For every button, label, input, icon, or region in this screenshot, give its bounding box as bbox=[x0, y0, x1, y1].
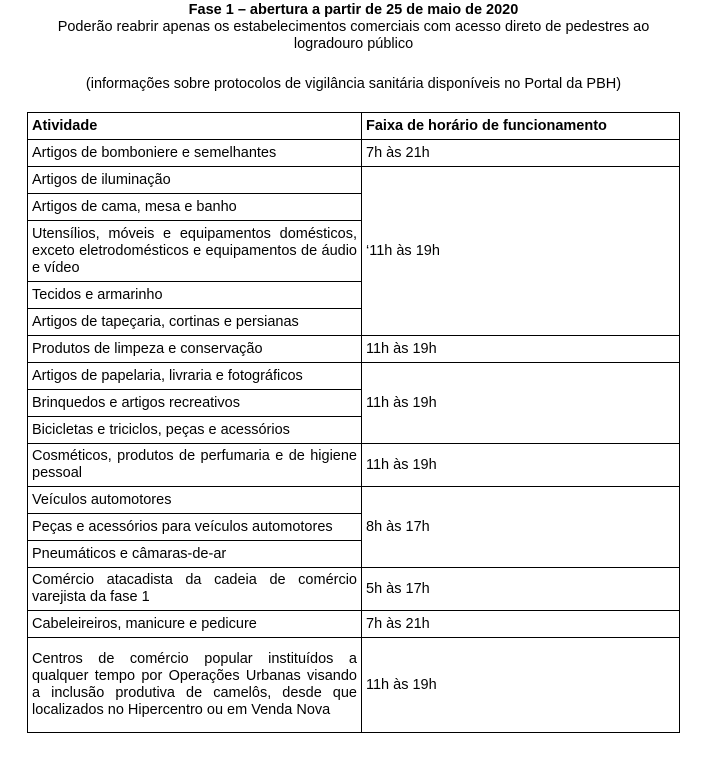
activity-cell: Cabeleireiros, manicure e pedicure bbox=[28, 611, 362, 638]
table-row bbox=[28, 167, 680, 194]
sanitary-note: (informações sobre protocolos de vigilância sanitária disponíveis no Portal da PBH) bbox=[85, 76, 622, 92]
table-row bbox=[28, 487, 680, 514]
activity-cell: Produtos de limpeza e conservação bbox=[28, 336, 362, 363]
hours-cell: 11h às 19h bbox=[362, 336, 680, 363]
hours-cell: 11h às 19h bbox=[362, 444, 680, 487]
table-row bbox=[28, 611, 680, 638]
activity-cell: Tecidos e armarinho bbox=[28, 282, 362, 309]
hours-cell: 5h às 17h bbox=[362, 568, 680, 611]
table-row bbox=[28, 336, 680, 363]
page-subtitle: Poderão reabrir apenas os estabelecimentos comerciais com acesso direto de pedestres ao logradouro público bbox=[57, 19, 650, 52]
activity-cell: Veículos automotores bbox=[28, 487, 362, 514]
page-title: Fase 1 – abertura a partir de 25 de maio de 2020 bbox=[188, 2, 519, 18]
activity-cell: Cosméticos, produtos de perfumaria e de higiene pessoal bbox=[28, 444, 362, 487]
hours-cell: 11h às 19h bbox=[362, 363, 680, 444]
column-header-activity: Atividade bbox=[28, 113, 362, 140]
activity-cell: Artigos de iluminação bbox=[28, 167, 362, 194]
activity-cell: Peças e acessórios para veículos automotores bbox=[28, 514, 362, 541]
activity-cell: Centros de comércio popular instituídos a qualquer tempo por Operações Urbanas visando a inclusão produtiva de camelôs, desde que localizados no Hipercentro ou em Venda Nova bbox=[28, 638, 362, 733]
activity-cell: Bicicletas e triciclos, peças e acessórios bbox=[28, 417, 362, 444]
table-row bbox=[28, 444, 680, 487]
activity-cell: Brinquedos e artigos recreativos bbox=[28, 390, 362, 417]
schedule-table bbox=[27, 112, 680, 733]
table-row bbox=[28, 363, 680, 390]
table-row bbox=[28, 568, 680, 611]
hours-cell: 11h às 19h bbox=[362, 638, 680, 733]
table-header-row bbox=[28, 113, 680, 140]
activity-cell: Artigos de cama, mesa e banho bbox=[28, 194, 362, 221]
activity-cell: Comércio atacadista da cadeia de comércio varejista da fase 1 bbox=[28, 568, 362, 611]
hours-cell: 8h às 17h bbox=[362, 487, 680, 568]
activity-cell: Artigos de tapeçaria, cortinas e persianas bbox=[28, 309, 362, 336]
table-row bbox=[28, 638, 680, 733]
hours-cell: 7h às 21h bbox=[362, 140, 680, 167]
column-header-hours: Faixa de horário de funcionamento bbox=[362, 113, 680, 140]
activity-cell: Pneumáticos e câmaras-de-ar bbox=[28, 541, 362, 568]
hours-cell: ‘11h às 19h bbox=[362, 167, 680, 336]
activity-cell: Artigos de bomboniere e semelhantes bbox=[28, 140, 362, 167]
activity-cell: Artigos de papelaria, livraria e fotográficos bbox=[28, 363, 362, 390]
table-row bbox=[28, 140, 680, 167]
activity-cell: Utensílios, móveis e equipamentos domésticos, exceto eletrodomésticos e equipamentos de áudio e vídeo bbox=[28, 221, 362, 282]
hours-cell: 7h às 21h bbox=[362, 611, 680, 638]
